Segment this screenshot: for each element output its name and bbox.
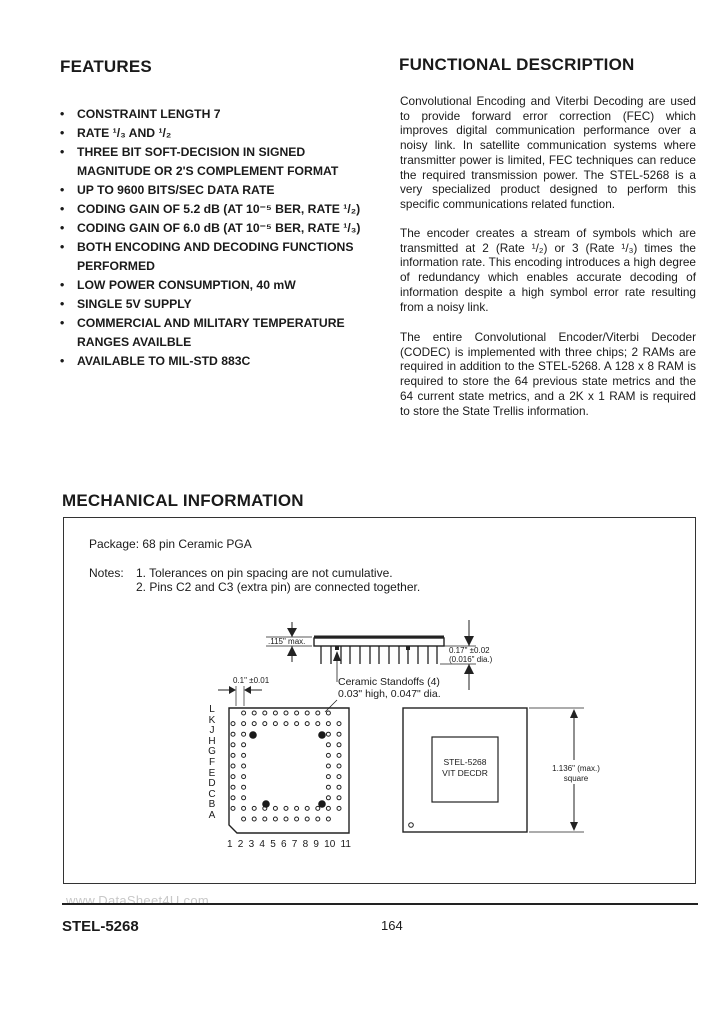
functional-heading: FUNCTIONAL DESCRIPTION	[399, 55, 635, 74]
pin	[337, 753, 341, 757]
pin	[242, 785, 246, 789]
pin	[252, 817, 256, 821]
pin	[231, 806, 235, 810]
pin	[231, 753, 235, 757]
pin	[242, 753, 246, 757]
pin	[284, 806, 288, 810]
pin	[263, 722, 267, 726]
pin	[305, 722, 309, 726]
note-1: 1. Tolerances on pin spacing are not cumulative.	[136, 566, 393, 580]
row-labels: L K J H G F E D C B A	[208, 704, 216, 821]
pin	[326, 785, 330, 789]
dim-height-label: .115" max.	[268, 637, 306, 646]
pin	[242, 796, 246, 800]
pin	[231, 732, 235, 736]
ceramic-standoff	[262, 800, 270, 808]
pin	[316, 817, 320, 821]
standoffs-dims: 0.03" high, 0.047" dia.	[338, 688, 441, 700]
list-item: • SINGLE 5V SUPPLY	[58, 295, 378, 314]
pin	[326, 817, 330, 821]
pin	[295, 722, 299, 726]
list-item: • CODING GAIN OF 6.0 dB (AT 10⁻⁵ BER, RATE ¹/₃)	[58, 219, 378, 238]
pin	[231, 775, 235, 779]
pin	[326, 806, 330, 810]
pin	[326, 732, 330, 736]
ceramic-standoff	[318, 800, 326, 808]
pin	[252, 711, 256, 715]
footer-part-number: STEL-5268	[62, 918, 139, 935]
notes-label: Notes:	[89, 566, 124, 580]
ceramic-standoff	[249, 731, 257, 739]
pin	[305, 817, 309, 821]
dim-pin-dia-label: (0.016" dia.)	[449, 655, 493, 664]
list-item: • CONSTRAINT LENGTH 7	[58, 105, 378, 124]
pin	[242, 775, 246, 779]
pin	[305, 711, 309, 715]
bottom-view	[218, 686, 349, 833]
pin	[242, 743, 246, 747]
dim-square-label: 1.136" (max.) square	[546, 764, 606, 784]
pin	[295, 817, 299, 821]
list-item: • LOW POWER CONSUMPTION, 40 mW	[58, 276, 378, 295]
pin	[326, 743, 330, 747]
pin	[326, 722, 330, 726]
functional-paragraph-1: Convolutional Encoding and Viterbi Decoding are used to provide forward error correction (FEC) which improves digital communication performance over a noisy link. In satellite communication systems where transmitter power is limited, FEC techniques can reduce the required transmission power. The STEL-5268 is a very specialized product designed to perform this specific communications related function.	[400, 94, 696, 211]
pin	[252, 722, 256, 726]
page-number: 164	[381, 918, 403, 933]
pin	[231, 796, 235, 800]
pin	[337, 743, 341, 747]
pin	[263, 817, 267, 821]
column-labels: 1 2 3 4 5 6 7 8 9 10 11	[227, 839, 351, 850]
pin	[337, 722, 341, 726]
dim-pin-label: 0.17" ±0.02	[449, 646, 490, 655]
pin	[337, 775, 341, 779]
pin	[326, 796, 330, 800]
list-item: • UP TO 9600 BITS/SEC DATA RATE	[58, 181, 378, 200]
functional-paragraph-2: The encoder creates a stream of symbols which are transmitted at 2 (Rate ¹/₂) or 3 (Rate ¹/₃) times the information rate. This encoding introduces a high degree of redundancy which enables accurate decoding of information despite a high symbol error rate resulting from a noisy link.	[400, 226, 696, 314]
chip-marking: STEL-5268 VIT DECDR	[442, 757, 488, 778]
pin	[273, 806, 277, 810]
list-item: • COMMERCIAL AND MILITARY TEMPERATURE RANGES AVAILBLE	[58, 314, 378, 351]
pin	[242, 732, 246, 736]
pin	[295, 806, 299, 810]
pin	[337, 732, 341, 736]
pin	[326, 764, 330, 768]
pin	[263, 711, 267, 715]
pin	[252, 806, 256, 810]
pin	[231, 722, 235, 726]
pin	[242, 764, 246, 768]
list-item: • AVAILABLE TO MIL-STD 883C	[58, 352, 378, 371]
pin	[242, 806, 246, 810]
pin	[316, 722, 320, 726]
note-2: 2. Pins C2 and C3 (extra pin) are connected together.	[136, 580, 421, 594]
pin	[284, 817, 288, 821]
list-item: • THREE BIT SOFT-DECISION IN SIGNED MAGNITUDE OR 2'S COMPLEMENT FORMAT	[58, 143, 378, 180]
pin	[316, 806, 320, 810]
pin	[242, 711, 246, 715]
pin	[337, 785, 341, 789]
pin	[273, 817, 277, 821]
pin	[242, 722, 246, 726]
mechanical-heading: MECHANICAL INFORMATION	[62, 491, 304, 510]
pin	[326, 711, 330, 715]
pin	[284, 711, 288, 715]
features-heading: FEATURES	[60, 57, 152, 76]
list-item: • CODING GAIN OF 5.2 dB (AT 10⁻⁵ BER, RATE ¹/₂)	[58, 200, 378, 219]
pin	[316, 711, 320, 715]
pin	[326, 775, 330, 779]
pin	[231, 764, 235, 768]
pin	[273, 711, 277, 715]
functional-paragraph-3: The entire Convolutional Encoder/Viterbi Decoder (CODEC) is implemented with three chips; 2 RAMs are required in addition to the STEL-5268. A 128 x 8 RAM is required to store the 64 previous state metrics and the 64 current state metrics, and a 2K x 1 RAM is required to store the State Trellis information.	[400, 330, 696, 418]
pin	[337, 806, 341, 810]
list-item: • RATE ¹/₃ AND ¹/₂	[58, 124, 378, 143]
pin	[273, 722, 277, 726]
pin	[242, 817, 246, 821]
dim-spacing-label: 0.1" ±0.01	[233, 676, 270, 685]
ceramic-standoff	[318, 731, 326, 739]
pin	[305, 806, 309, 810]
footer-divider	[62, 903, 698, 905]
pin	[337, 764, 341, 768]
pin	[295, 711, 299, 715]
standoffs-label: Ceramic Standoffs (4)	[338, 676, 440, 688]
pin	[231, 743, 235, 747]
list-item: • BOTH ENCODING AND DECODING FUNCTIONS PERFORMED	[58, 238, 378, 275]
pin	[284, 722, 288, 726]
pin	[337, 796, 341, 800]
pin	[231, 785, 235, 789]
package-text: Package: 68 pin Ceramic PGA	[89, 537, 252, 551]
pin	[326, 753, 330, 757]
watermark: www.DataSheet4U.com	[66, 893, 209, 908]
